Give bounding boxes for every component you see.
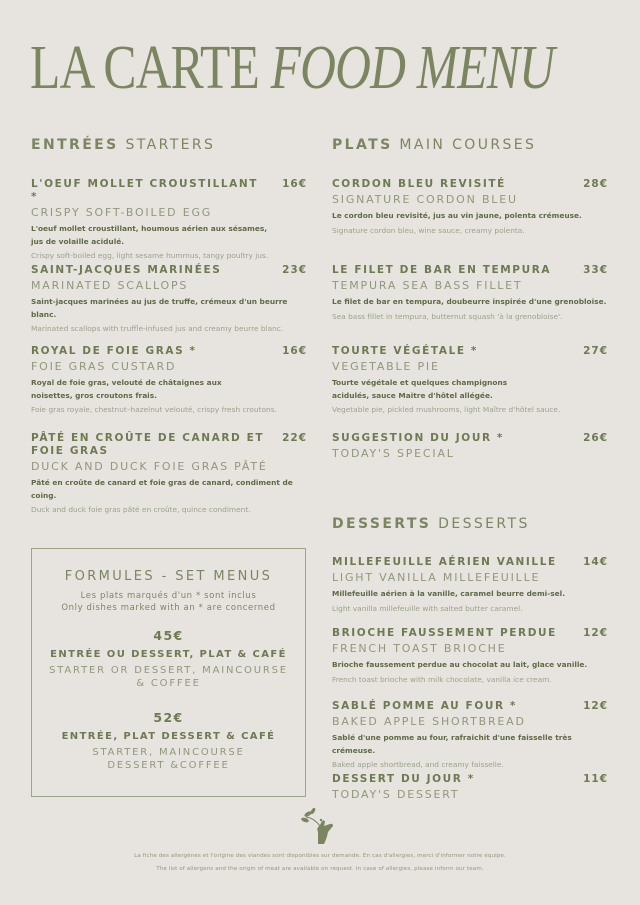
item-price: 12€ <box>583 627 608 639</box>
item-description-en: Sea bass fillet in tempura, butternut squash 'à la grenobloise'. <box>332 311 563 321</box>
set-menus-note-en: Only dishes marked with an * are concerned <box>61 603 276 613</box>
menu-item <box>332 345 608 415</box>
allergen-notice-fr: La fiche des allergènes et l'origine des viandes sont disponibles sur demande. En cas d'allergies, merci d'informer notre équipe. <box>134 853 506 859</box>
item-description-fr: Sablé d'une pomme au four, rafraichit d'une faisselle très crémeuse. <box>332 733 572 755</box>
menu-item <box>332 773 608 802</box>
item-price: 14€ <box>583 556 608 568</box>
item-name: DESSERT DU JOUR * <box>332 773 475 785</box>
item-description-en: Crispy soft-boiled egg, light sesame hummus, tangy poultry jus. <box>31 251 269 260</box>
set-menu-description-en <box>32 664 305 690</box>
item-name: L'OEUF MOLLET CROUSTILLANT * <box>31 178 259 203</box>
item-price: 16€ <box>282 345 307 357</box>
item-price: 26€ <box>583 432 608 444</box>
item-name: BRIOCHE FAUSSEMENT PERDUE <box>332 627 557 639</box>
item-description-en: Baked apple shortbread, and creamy faisselle. <box>332 760 504 769</box>
item-description-en: Marinated scallops with truffle-infused jus and creamy beurre blanc. <box>31 324 284 333</box>
item-subtitle: VEGETABLE PIE <box>332 360 440 373</box>
item-name: SABLÉ POMME AU FOUR * <box>332 700 517 712</box>
item-price: 27€ <box>583 345 608 357</box>
item-subtitle: LIGHT VANILLA MILLEFEUILLE <box>332 571 541 584</box>
item-price: 23€ <box>282 264 307 276</box>
item-description-fr: L'oeuf mollet croustillant, houmous aérien aux sésames, jus de volaille acidulé. <box>31 224 268 246</box>
item-price: 22€ <box>282 432 307 444</box>
item-subtitle: FRENCH TOAST BRIOCHE <box>332 642 507 655</box>
menu-item <box>31 345 307 415</box>
item-name: SUGGESTION DU JOUR * <box>332 432 504 444</box>
menu-item <box>31 178 307 261</box>
item-subtitle: TEMPURA SEA BASS FILLET <box>332 279 523 292</box>
menu-item <box>332 627 608 685</box>
title-part-2: FOOD MENU <box>270 34 555 102</box>
starters-heading <box>31 137 215 153</box>
item-description-fr: Millefeuille aérien à la vanille, caramel beurre demi-sel. <box>332 589 565 598</box>
item-name: MILLEFEUILLE AÉRIEN VANILLE <box>332 556 557 568</box>
menu-item <box>332 432 608 461</box>
item-subtitle: CRISPY SOFT-BOILED EGG <box>31 206 213 219</box>
item-description-en: Signature cordon bleu, wine sauce, creamy polenta. <box>332 225 525 235</box>
item-subtitle: DUCK AND DUCK FOIE GRAS PÂTÉ <box>31 460 268 473</box>
item-price: 11€ <box>583 773 608 785</box>
mains-heading-fr: PLATS <box>332 137 393 153</box>
desserts-heading-en: DESSERTS <box>438 516 530 532</box>
item-subtitle: BAKED APPLE SHORTBREAD <box>332 715 526 728</box>
mains-heading-en: MAIN COURSES <box>399 137 537 153</box>
item-price: 16€ <box>282 178 307 190</box>
item-description-fr: Saint-jacques marinées au jus de truffe, crémeux d'un beurre blanc. <box>31 297 288 319</box>
item-subtitle: FOIE GRAS CUSTARD <box>31 360 177 373</box>
item-price: 33€ <box>583 264 608 276</box>
item-description-fr: Pâté en croûte de canard et foie gras de canard, condiment de coing. <box>31 478 293 500</box>
set-menu-en-line: DESSERT &COFFEE <box>107 760 230 771</box>
item-subtitle: TODAY'S DESSERT <box>332 788 460 801</box>
item-description-en: Light vanilla millefeuille with salted butter caramel. <box>332 603 523 613</box>
set-menu-description-fr: ENTRÉE OU DESSERT, PLAT & CAFÉ <box>50 649 287 660</box>
menu-title <box>30 28 554 108</box>
menu-item <box>31 264 307 334</box>
item-description-en: French toast brioche with milk chocolate, vanilla ice cream. <box>332 674 552 684</box>
item-subtitle: MARINATED SCALLOPS <box>31 279 189 292</box>
desserts-heading-fr: DESSERTS <box>332 516 432 532</box>
menu-item <box>332 556 608 614</box>
set-menu-en-line: & COFFEE <box>136 678 201 689</box>
item-price: 12€ <box>583 700 608 712</box>
item-description-fr: Le cordon bleu revisité, jus au vin jaune, polenta crémeuse. <box>332 211 582 220</box>
item-description-en: Vegetable pie, pickled mushrooms, light Maître d'hôtel sauce. <box>332 405 561 414</box>
item-name: TOURTE VÉGÉTALE * <box>332 345 478 357</box>
desserts-heading <box>332 516 530 532</box>
set-menus-box <box>31 548 306 797</box>
set-menu-en-line: STARTER, MAINCOURSE <box>92 747 245 758</box>
set-menu-price: 52€ <box>153 710 184 725</box>
set-menus-note-fr: Les plats marqués d'un * sont inclus <box>80 591 257 601</box>
item-name: ROYAL DE FOIE GRAS * <box>31 345 197 357</box>
item-name: CORDON BLEU REVISITÉ <box>332 178 506 190</box>
menu-item <box>332 700 608 770</box>
item-description-fr: Brioche faussement perdue au chocolat au lait, glace vanille. <box>332 660 588 669</box>
set-menus-title: FORMULES - SET MENUS <box>64 569 273 584</box>
set-menu-en-line: STARTER OR DESSERT, MAINCOURSE <box>49 665 288 676</box>
hand-holding-leaves-icon <box>300 808 342 848</box>
starters-heading-en: STARTERS <box>125 137 216 153</box>
item-name: PÂTÉ EN CROÛTE DE CANARD ET FOIE GRAS <box>31 432 265 457</box>
item-name: LE FILET DE BAR EN TEMPURA <box>332 264 552 276</box>
item-description-fr: Royal de foie gras, velouté de châtaignes aux noisettes, gros croutons frais. <box>31 378 222 400</box>
item-description-en: Foie gras royale, chestnut–hazelnut velouté, crispy fresh croutons. <box>31 405 277 414</box>
menu-item <box>31 432 307 515</box>
item-name: SAINT-JACQUES MARINÉES <box>31 264 222 276</box>
mains-heading <box>332 137 536 153</box>
item-subtitle: TODAY'S SPECIAL <box>332 447 455 460</box>
menu-item <box>332 264 608 322</box>
item-price: 28€ <box>583 178 608 190</box>
item-subtitle: SIGNATURE CORDON BLEU <box>332 193 518 206</box>
menu-item <box>332 178 608 236</box>
item-description-en: Duck and duck foie gras pâté en croûte, quince condiment. <box>31 505 251 514</box>
starters-heading-fr: ENTRÉES <box>31 137 119 153</box>
set-menu-description-fr: ENTRÉE, PLAT DESSERT & CAFÉ <box>61 731 276 742</box>
allergen-notice-en: The list of allergens and the origin of meat are available on request. In case of allergies, please inform our team. <box>156 866 484 872</box>
item-description-fr: Tourte végétale et quelques champignons acidulés, sauce Maitre d'hôtel allégée. <box>332 378 508 400</box>
set-menu-price: 45€ <box>153 628 184 643</box>
set-menus-note <box>32 590 305 614</box>
set-menu-description-en <box>32 746 305 772</box>
item-description-fr: Le filet de bar en tempura, doubeurre inspirée d'une grenobloise. <box>332 297 607 306</box>
title-part-1: LA CARTE <box>30 34 271 102</box>
